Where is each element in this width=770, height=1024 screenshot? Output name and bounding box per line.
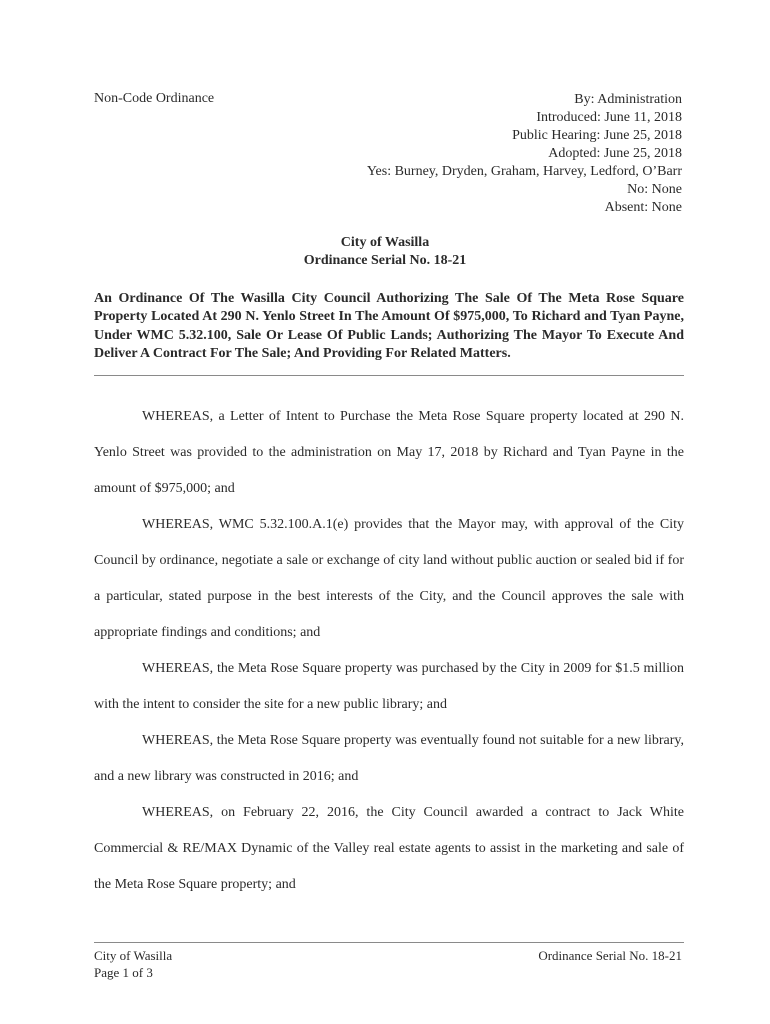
- legislative-history: [367, 91, 682, 217]
- footer-serial: Ordinance Serial No. 18-21: [538, 948, 682, 963]
- footer-city: City of Wasilla: [94, 948, 173, 963]
- page-number: Page 1 of 3: [94, 965, 153, 980]
- footer-left: [94, 947, 172, 981]
- no-votes: No: None: [627, 182, 682, 197]
- whereas-paragraph: WHEREAS, the Meta Rose Square property was purchased by the City in 2009 for $1.5 million with the intent to consider the site for a new public library; and: [94, 661, 684, 712]
- ordinance-type: Non-Code Ordinance: [94, 91, 215, 106]
- ordinance-caption: An Ordinance Of The Wasilla City Council Authorizing The Sale Of The Meta Rose Square Property Located At 290 N. Yenlo Street In The Amount Of $975,000, To Richard and Tyan Payne, Under WMC 5.32.100, Sale Or Lease Of Public Lands; Authorizing The Mayor To Execute And Deliver A Contract For The Sale; And Providing For Related Matters.: [94, 291, 684, 361]
- yes-votes: Yes: Burney, Dryden, Graham, Harvey, Ledford, O’Barr: [366, 164, 682, 179]
- whereas-paragraph: WHEREAS, the Meta Rose Square property was eventually found not suitable for a new library, and a new library was constructed in 2016; and: [94, 733, 684, 784]
- absent-votes: Absent: None: [604, 200, 682, 215]
- footer-divider: [94, 942, 684, 943]
- whereas-paragraph: WHEREAS, WMC 5.32.100.A.1(e) provides that the Mayor may, with approval of the City Council by ordinance, negotiate a sale or exchange of city land without public auction or sealed bid if for a particular, stated purpose in the best interests of the City, and the Council approves the sale with appropriate findings and conditions; and: [94, 517, 684, 640]
- sponsor: By: Administration: [574, 92, 682, 107]
- whereas-paragraph: WHEREAS, a Letter of Intent to Purchase the Meta Rose Square property located at 290 N. Yenlo Street was provided to the administration on May 17, 2018 by Richard and Tyan Payne in the amount of $975,000; and: [94, 409, 684, 496]
- ordinance-serial: Ordinance Serial No. 18-21: [303, 253, 467, 268]
- introduced-date: Introduced: June 11, 2018: [536, 110, 682, 125]
- caption-divider: [94, 375, 684, 376]
- document-title: [0, 234, 770, 270]
- city-name: City of Wasilla: [340, 235, 430, 250]
- ordinance-body: [94, 399, 684, 903]
- public-hearing-date: Public Hearing: June 25, 2018: [512, 128, 682, 143]
- whereas-paragraph: WHEREAS, on February 22, 2016, the City Council awarded a contract to Jack White Commercial & RE/MAX Dynamic of the Valley real estate agents to assist in the marketing and sale of the Meta Rose Square property; and: [94, 805, 684, 892]
- adopted-date: Adopted: June 25, 2018: [548, 146, 682, 161]
